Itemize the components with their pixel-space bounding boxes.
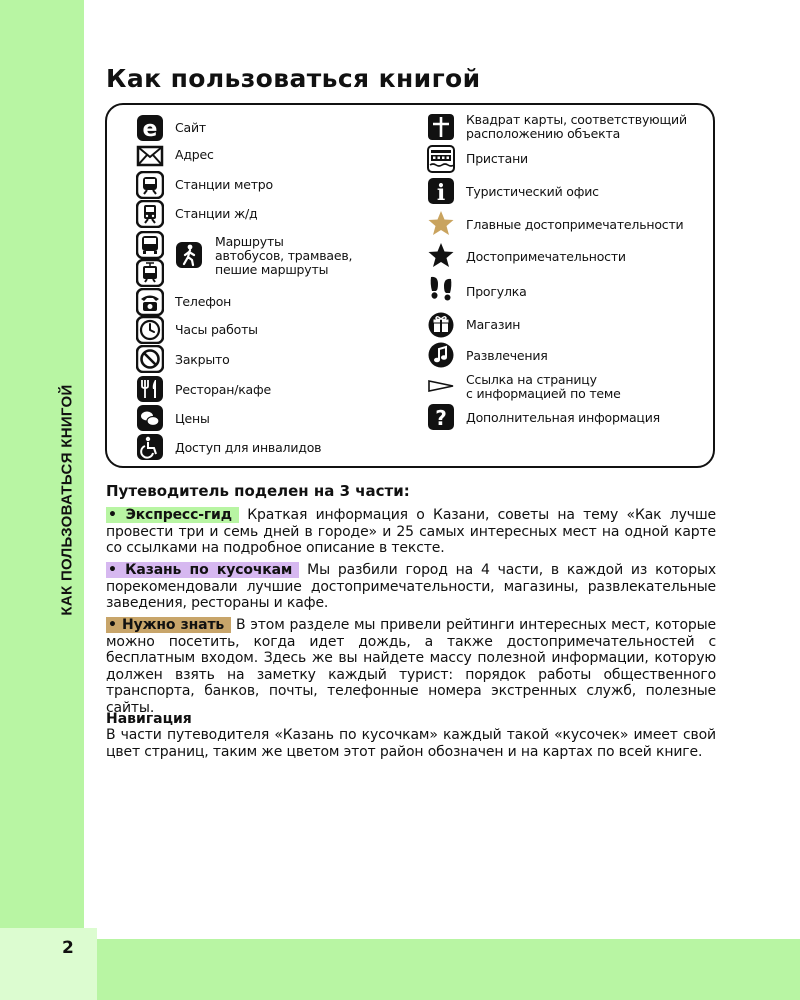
page-link-arrow-icon <box>427 372 455 400</box>
legend-extra-info: Дополнительная информация <box>466 410 660 425</box>
page-title: Как пользоваться книгой <box>106 64 481 93</box>
question-icon <box>427 403 455 431</box>
legend-restaurant: Ресторан/кафе <box>175 382 271 397</box>
legend-piers: Пристани <box>466 151 528 166</box>
parts-intro: Путеводитель поделен на 3 части: <box>106 482 410 500</box>
navigation-heading: Навигация <box>106 711 192 727</box>
legend-address: Адрес <box>175 147 214 162</box>
legend-prices: Цены <box>175 411 210 426</box>
section-kazan-pieces: • Казань по кусочкам Мы разбили город на 4 части, в каждой из которых порекомендовали лучшие достопримечательности, магазины, развлекательные заведения, рестораны и кафе. <box>106 562 716 611</box>
map-square-icon <box>427 113 455 141</box>
bus-icon <box>136 231 164 259</box>
tag-express-guide: • Экспресс-гид <box>106 507 239 523</box>
legend-walk: Прогулка <box>466 284 527 299</box>
legend-site: Сайт <box>175 120 206 135</box>
restaurant-icon <box>136 375 164 403</box>
legend-accessible: Доступ для инвалидов <box>175 440 322 455</box>
envelope-icon <box>136 142 164 170</box>
star-icon <box>427 241 455 269</box>
tag-kazan-pieces: • Казань по кусочкам <box>106 562 299 578</box>
svg-text:e: e <box>142 117 158 142</box>
section-need-to-know: • Нужно знать В этом разделе мы привели рейтинги интересных мест, которые можно посетить, когда идет дождь, а также достопримечательностей с бесплатным входом. Здесь же вы найдете массу полезной информации, которую должен взять на заметку каждый турист: порядок работы общественного транспорта, банков, почты, телефонные номера экстренных служб, полезные сайты. <box>106 617 716 716</box>
legend-hours: Часы работы <box>175 322 258 337</box>
legend-railway: Станции ж/д <box>175 206 258 221</box>
pier-icon <box>427 145 455 173</box>
legend-sights: Достопримечательности <box>466 249 626 264</box>
legend-shop: Магазин <box>466 317 521 332</box>
page-number: 2 <box>62 938 74 958</box>
footprints-icon <box>427 274 455 302</box>
legend-main-sights: Главные достопримечательности <box>466 217 684 232</box>
website-icon <box>136 114 164 142</box>
gift-shop-icon <box>427 311 455 339</box>
info-icon <box>427 177 455 205</box>
legend-tourist-office: Туристический офис <box>466 184 599 199</box>
svg-text:i: i <box>436 180 446 205</box>
side-section-title: КАК ПОЛЬЗОВАТЬСЯ КНИГОЙ <box>58 384 76 616</box>
legend-routes: Маршруты автобусов, трамваев, пешие маршруты <box>215 234 353 277</box>
phone-icon <box>136 288 164 316</box>
legend-map-square: Квадрат карты, соответствующий расположению объекта <box>466 112 687 141</box>
metro-icon <box>136 171 164 199</box>
legend-closed: Закрыто <box>175 352 230 367</box>
legend-metro: Станции метро <box>175 177 273 192</box>
navigation-text: В части путеводителя «Казань по кусочкам» каждый такой «кусочек» имеет свой цвет страниц, таким же цветом этот район обозначен и на картах по всей книге. <box>106 727 716 760</box>
legend-entertainment: Развлечения <box>466 348 548 363</box>
closed-icon <box>136 345 164 373</box>
tag-need-to-know: • Нужно знать <box>106 617 231 633</box>
wheelchair-icon <box>136 433 164 461</box>
train-icon <box>136 200 164 228</box>
legend-page-link: Ссылка на страницу с информацией по теме <box>466 372 621 401</box>
section-express: • Экспресс-гид Краткая информация о Казани, советы на тему «Как лучше провести три и семь дней в городе» и 25 самых интересных мест на одной карте со ссылками на подробное описание в тексте. <box>106 507 716 556</box>
tram-icon <box>136 259 164 287</box>
pedestrian-icon <box>175 241 203 269</box>
svg-text:А1: А1 <box>444 117 452 123</box>
music-note-icon <box>427 341 455 369</box>
svg-text:?: ? <box>435 406 447 430</box>
prices-icon <box>136 404 164 432</box>
page-number-tab <box>0 928 97 1000</box>
bottom-bar <box>0 939 800 1000</box>
clock-icon <box>136 316 164 344</box>
gold-star-icon <box>427 209 455 237</box>
legend-phone: Телефон <box>175 294 232 309</box>
